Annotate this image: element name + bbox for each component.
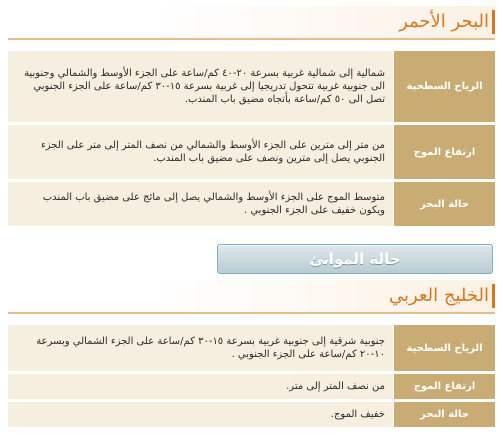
row-label: الرياح السطحية (393, 325, 495, 371)
arabian-gulf-header (8, 280, 495, 314)
row-value: من نصف المتر إلى متر. (8, 374, 393, 399)
row-value: جنوبية شرقية إلى جنوبية غربية بسرعة ١٥-٣٠ كم/ساعة على الجزء الشمالي وبسرعة ١٠-٢٠ كم/ساعة على الجزء الجنوبي . (8, 325, 393, 371)
arabian-gulf-title: الخليج العربي (389, 285, 489, 306)
table-row (8, 182, 495, 226)
header-accent (492, 284, 495, 308)
row-label: ارتفاع الموج (393, 125, 495, 179)
ports-status-button[interactable]: حالة الموانئ (217, 244, 493, 274)
red-sea-table (8, 48, 495, 229)
table-row (8, 51, 495, 122)
header-accent (492, 10, 495, 34)
table-row (8, 402, 495, 427)
row-label: حالة البحر (393, 182, 495, 226)
row-label: الرياح السطحية (393, 51, 495, 122)
arabian-gulf-table (8, 322, 495, 430)
red-sea-header (8, 6, 495, 40)
row-label: حالة البحر (393, 402, 495, 427)
table-row (8, 125, 495, 179)
red-sea-title: البحر الأحمر (399, 11, 489, 32)
row-value: خفيف الموج. (8, 402, 393, 427)
ports-button-wrap (217, 244, 493, 274)
row-value: من متر إلى مترين على الجزء الأوسط والشمالي من نصف المتر إلى متر على الجزء الجنوبي يصل إلى مترين ونصف على مضيق باب المندب. (8, 125, 393, 179)
table-row (8, 325, 495, 371)
table-row (8, 374, 495, 399)
row-label: ارتفاع الموج (393, 374, 495, 399)
row-value: متوسط الموج على الجزء الأوسط والشمالي يصل إلى مائج على مضيق باب المندب ويكون خفيف على الجزء الجنوبي . (8, 182, 393, 226)
row-value: شمالية إلى شمالية غربية بسرعة ٢٠-٤٠ كم/ساعة على الجزء الأوسط والشمالي وجنوبية الى جنوبية غربية تتحول تدريجيا إلى غربية بسرعة ١٥-٣٠ كم/ساعة على الجزء الجنوبي تصل الى ٥٠ كم/ساعة بأتجاه مضيق باب المندب. (8, 51, 393, 122)
